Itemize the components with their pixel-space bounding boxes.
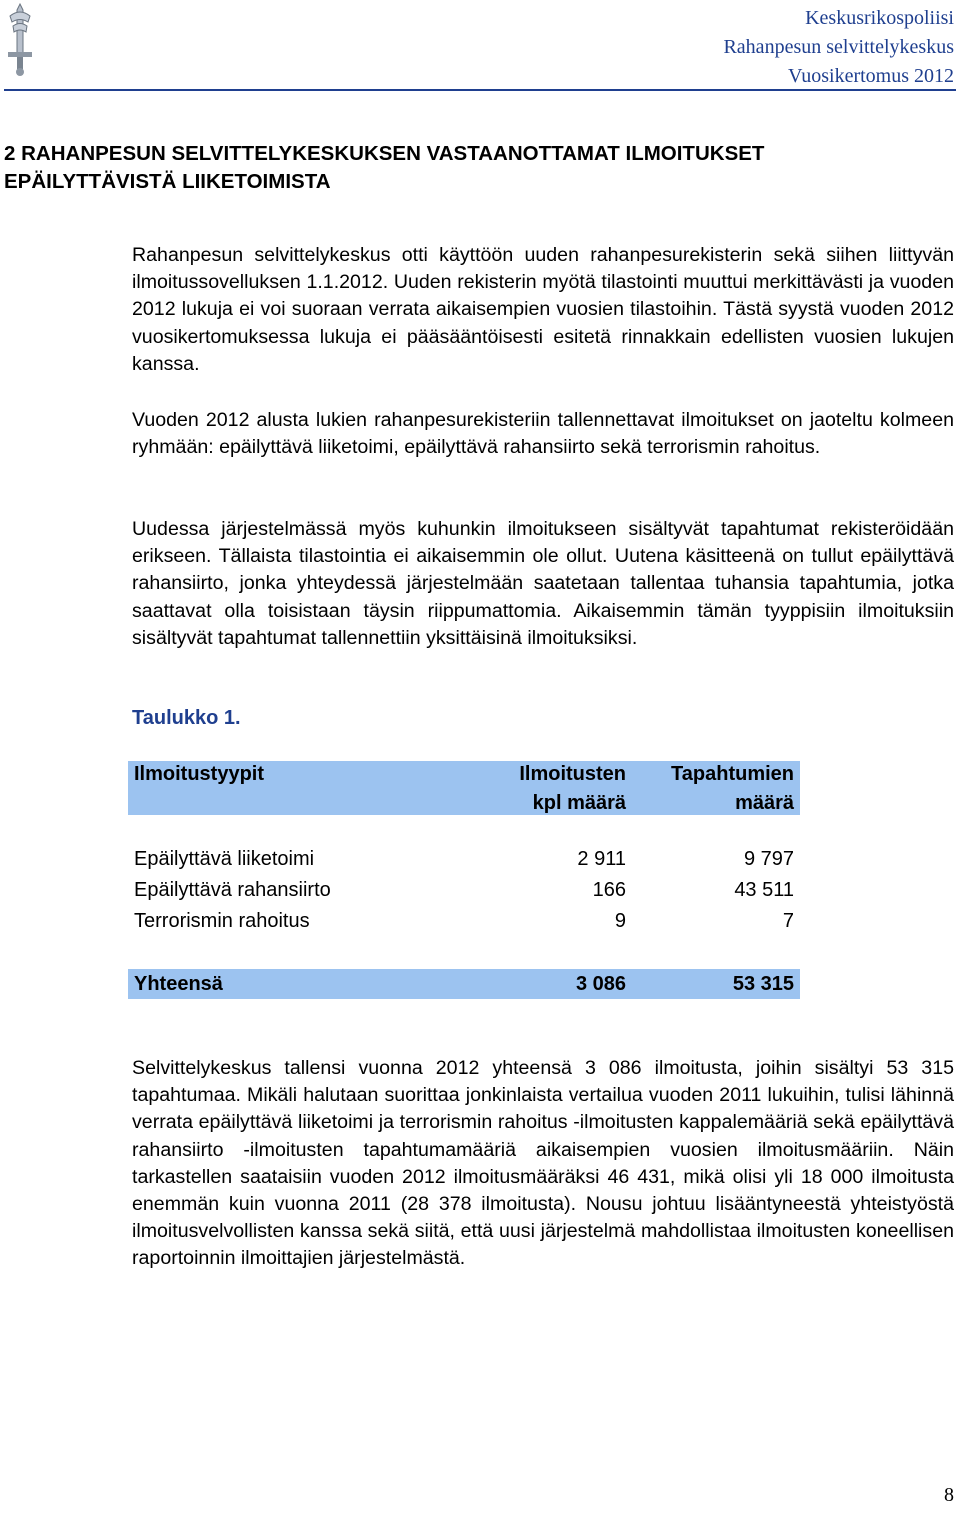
section-title-line-2: EPÄILYTTÄVISTÄ LIIKETOIMISTA	[4, 170, 331, 193]
table-row-events: 7	[782, 910, 794, 932]
paragraph-events: Uudessa järjestelmässä myös kuhunkin ilmoitukseen sisältyvät tapahtumat rekisteröidään erikseen. Tällaista tilastointia ei aikaisemmin ole ollut. Uutena käsitteenä on tullut epäilyttävä rahansiirto, jonka yhteydessä järjestelmään saatetaan tallentaa tuhansia tapahtumia, jotka saattavat olla toisistaan täysin riippumattomia. Aikaisemmin tämän tyyppisiin ilmoituksiin sisältyvät tapahtumat tallennettiin yksittäisinä ilmoituksiksi.	[132, 518, 954, 649]
table-row-count: 2 911	[577, 848, 626, 870]
header-divider	[4, 89, 956, 91]
table-row-type: Epäilyttävä liiketoimi	[134, 848, 315, 870]
table-header-events-line-1: Tapahtumien	[671, 763, 794, 785]
police-sword-emblem-icon	[4, 2, 36, 78]
table-caption: Taulukko 1.	[132, 707, 241, 729]
table-row-type: Terrorismin rahoitus	[134, 910, 310, 932]
table-row-events: 9 797	[743, 848, 794, 870]
document-header	[723, 4, 954, 91]
table-header-count	[440, 760, 626, 818]
table-row-count: 166	[592, 879, 626, 901]
table-total-count: 3 086	[575, 973, 626, 995]
header-report-title: Vuosikertomus 2012	[787, 65, 954, 87]
table-header-events	[632, 760, 794, 818]
section-title	[4, 140, 904, 196]
header-organization: Keskusrikospoliisi	[805, 7, 954, 29]
table-row-type: Epäilyttävä rahansiirto	[134, 879, 331, 901]
paragraph-groups: Vuoden 2012 alusta lukien rahanpesurekisteriin tallennettavat ilmoitukset on jaoteltu kolmeen ryhmään: epäilyttävä liiketoimi, epäilyttävä rahansiirto sekä terrorismin rahoitus.	[132, 409, 954, 459]
table-header-count-line-1: Ilmoitusten	[519, 763, 626, 785]
table-row-events: 43 511	[734, 879, 794, 901]
section-title-line-1: 2 RAHANPESUN SELVITTELYKESKUKSEN VASTAANOTTAMAT ILMOITUKSET	[4, 142, 765, 165]
table-total-events: 53 315	[732, 973, 794, 995]
table-total-label: Yhteensä	[134, 973, 223, 995]
page-number: 8	[944, 1484, 954, 1506]
table-header-type: Ilmoitustyypit	[134, 763, 265, 785]
table-header-events-line-2: määrä	[735, 792, 794, 814]
table-row-count: 9	[614, 910, 626, 932]
paragraph-intro: Rahanpesun selvittelykeskus otti käyttöön uuden rahanpesurekisterin sekä siihen liittyvän ilmoitussovelluksen 1.1.2012. Uuden rekisterin myötä tilastointi muuttui merkittävästi ja vuoden 2012 lukuja ei voi suoraan verrata aikaisempien vuosien tilastoihin. Tästä syystä vuoden 2012 vuosikertomuksessa lukuja ei pääsääntöisesti esitetä rinnakkain edellisten vuosien lukujen kanssa.	[132, 244, 954, 375]
paragraph-summary: Selvittelykeskus tallensi vuonna 2012 yhteensä 3 086 ilmoitusta, joihin sisältyi 53 315 tapahtumaa. Mikäli halutaan suorittaa jonkinlaista vertailua vuoden 2011 lukuihin, tulisi lähinnä verrata epäilyttävä liiketoimi ja terrorismin rahoitus -ilmoitusten kappalemääriä sekä epäilyttävä rahansiirto -ilmoitusten tapahtumamääriä aikaisempien vuosien ilmoitusmääriin. Näin tarkastellen saataisiin vuoden 2012 ilmoitusmääräksi 46 431, mikä olisi yli 18 000 ilmoitusta enemmän kuin vuonna 2011 (28 378 ilmoitusta). Nousu johtuu lisääntyneestä yhteistyöstä ilmoitusvelvollisten kanssa sekä siitä, että uusi järjestelmä mahdollistaa ilmoitusten koneellisen raportoinnin ilmoittajien järjestelmästä.	[132, 1057, 954, 1270]
table-header-count-line-2: kpl määrä	[532, 792, 626, 814]
header-unit: Rahanpesun selvittelykeskus	[723, 36, 954, 58]
